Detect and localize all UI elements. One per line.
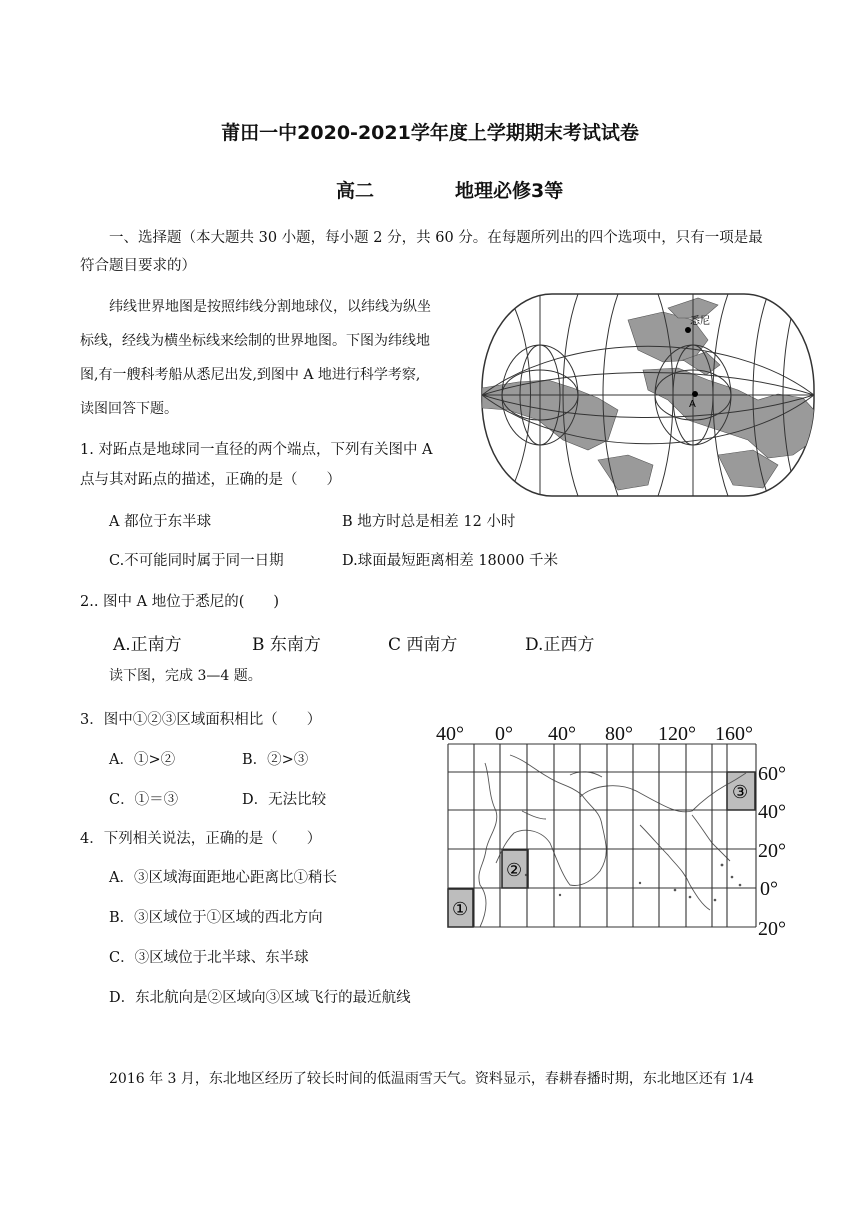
- intro-line: 标线，经线为横坐标线来绘制的世界地图。下图为纬线地: [80, 333, 430, 349]
- point-a-label: A: [689, 399, 696, 410]
- q1-stem: 1. 对跖点是地球同一直径的两个端点，下列有关图中 A: [80, 442, 433, 458]
- q2-option-a: A.正南方: [113, 635, 182, 655]
- intro-line: 读图回答下题。: [80, 401, 178, 417]
- grid-region-map-svg: [430, 715, 800, 945]
- q4-stem: 4．下列相关说法，正确的是（ ）: [80, 831, 322, 847]
- q1-stem: 点与其对跖点的描述，正确的是（ ）: [80, 472, 341, 488]
- region-2-label: ②: [506, 860, 523, 881]
- q2-option-c: C 西南方: [388, 635, 458, 655]
- latitude-world-map: [478, 290, 818, 500]
- q1-option-b: B 地方时总是相差 12 小时: [342, 514, 516, 530]
- lon-label: 40°: [548, 723, 576, 745]
- q1-option-a: A 都位于东半球: [109, 514, 212, 530]
- q4-option-c: C．③区域位于北半球、东半球: [109, 950, 309, 966]
- section-instruction-line1: 一、选择题（本大题共 30 小题，每小题 2 分，共 60 分。在每题所列出的四个选项中，只有一项是最: [109, 230, 763, 246]
- region-3-label: ③: [732, 782, 749, 803]
- subject-label: 地理必修3等: [455, 180, 564, 202]
- map-grid: [448, 744, 756, 927]
- intro-line: 纬线世界地图是按照纬线分割地球仪，以纬线为纵坐: [109, 299, 431, 315]
- latitude-world-map-svg: [478, 290, 818, 500]
- q2-option-b: B 东南方: [252, 635, 321, 655]
- lon-label: 120°: [658, 723, 696, 745]
- point-a-marker: [692, 391, 698, 397]
- q2-option-d: D.正西方: [525, 635, 595, 655]
- sydney-marker: [685, 327, 691, 333]
- intro-line: 图,有一艘科考船从悉尼出发,到图中 A 地进行科学考察,: [80, 367, 421, 383]
- lat-label: 0°: [760, 878, 778, 900]
- read-instruction: 读下图，完成 3—4 题。: [109, 668, 262, 684]
- q4-option-d: D．东北航向是②区域向③区域飞行的最近航线: [109, 990, 411, 1006]
- lon-label: 0°: [495, 723, 513, 745]
- coastlines: [479, 755, 749, 927]
- lon-label: 40°: [436, 723, 464, 745]
- q1-option-c: C.不可能同时属于同一日期: [109, 553, 284, 569]
- page-title: 莆田一中2020-2021学年度上学期期末考试试卷: [221, 122, 639, 144]
- lat-label: 60°: [758, 763, 786, 785]
- sydney-label: 悉尼: [690, 316, 710, 327]
- q3-option-d: D．无法比较: [242, 792, 327, 808]
- q3-option-a: A．①>②: [109, 752, 176, 768]
- lon-label: 80°: [605, 723, 633, 745]
- q3-option-b: B．②>③: [242, 752, 309, 768]
- region-1-label: ①: [452, 899, 469, 920]
- grade-label: 高二: [336, 180, 375, 202]
- lat-label: 20°: [758, 840, 786, 862]
- q4-option-b: B．③区域位于①区域的西北方向: [109, 910, 323, 926]
- grid-region-map: [430, 715, 800, 945]
- lon-label: 160°: [715, 723, 753, 745]
- lat-label: 40°: [758, 801, 786, 823]
- next-passage: 2016 年 3 月，东北地区经历了较长时间的低温雨雪天气。资料显示，春耕春播时期，东北地区还有 1/4: [109, 1071, 754, 1087]
- section-instruction-line2: 符合题目要求的）: [80, 258, 196, 274]
- lat-label: 20°: [758, 918, 786, 940]
- q4-option-a: A．③区域海面距地心距离比①稍长: [109, 870, 337, 886]
- q3-option-c: C．①＝③: [109, 792, 179, 808]
- q1-option-d: D.球面最短距离相差 18000 千米: [342, 553, 559, 569]
- q3-stem: 3．图中①②③区域面积相比（ ）: [80, 712, 322, 728]
- q2-stem: 2.. 图中 A 地位于悉尼的( ): [80, 594, 280, 610]
